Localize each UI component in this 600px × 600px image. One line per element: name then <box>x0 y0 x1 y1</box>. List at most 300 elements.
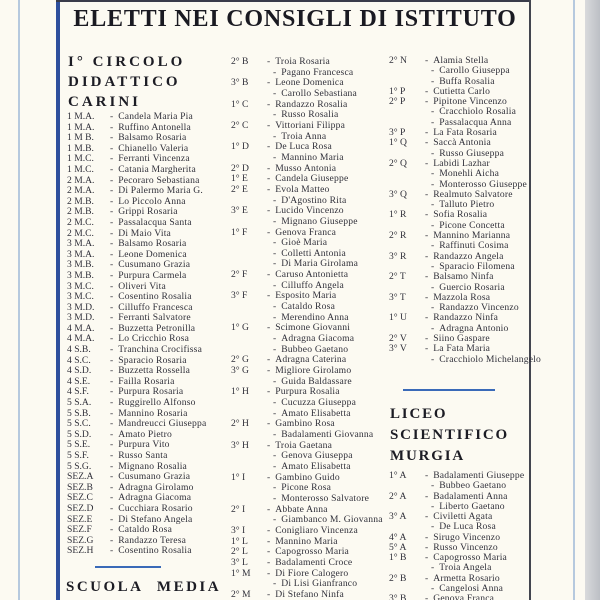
liceo-scientifico-murgia-header <box>390 404 509 467</box>
dash-separator <box>267 386 270 397</box>
class-label: 5 S.B. <box>67 407 91 419</box>
person-name: Russo Santa <box>118 450 168 461</box>
dash-separator <box>110 461 113 472</box>
dash-separator <box>110 217 113 228</box>
class-label: 1 M.A. <box>67 111 95 122</box>
person-name: Gioè Maria <box>281 237 328 249</box>
person-name: Amato Elisabetta <box>281 407 351 419</box>
class-label: 1 M.C. <box>67 153 94 165</box>
elected-entry-row <box>389 353 542 365</box>
person-name: D'Agostino Rita <box>281 194 347 206</box>
person-name: Di Stefano Ninfa <box>275 588 344 600</box>
class-label: 5 S.C. <box>67 418 91 430</box>
class-label: 2 M.B. <box>67 195 94 207</box>
person-name: La Fata Rosaria <box>433 127 497 139</box>
dash-separator <box>267 568 270 579</box>
class-label: 3° F <box>231 290 248 302</box>
class-label: 2° Q <box>389 157 407 169</box>
person-name: Carollo Sebastiana <box>281 87 358 99</box>
person-name: Gambino Rosa <box>275 418 335 430</box>
class-label: 3° P <box>389 127 406 139</box>
dash-separator <box>431 168 434 179</box>
person-name: Realmuto Salvatore <box>433 188 513 200</box>
dash-separator <box>110 153 113 164</box>
dash-separator <box>110 355 113 366</box>
dash-separator <box>273 482 276 493</box>
class-label: SEZ.B <box>67 481 93 493</box>
class-label: 1 M.A. <box>67 121 95 133</box>
elected-entry-row <box>231 590 391 600</box>
person-name: Gambino Guido <box>275 471 340 483</box>
person-name: Mignano Rosalia <box>118 460 188 472</box>
person-name: Buffa Rosalia <box>439 75 495 87</box>
person-name: Purpura Rosalia <box>275 386 340 398</box>
dash-separator <box>425 532 428 543</box>
class-label: SEZ.E <box>67 513 93 525</box>
class-label: 3° L <box>231 556 248 568</box>
dash-separator <box>273 216 276 227</box>
dash-separator <box>110 408 113 419</box>
class-label: 3 M.B. <box>67 269 94 281</box>
class-label: 1° B <box>389 552 407 563</box>
dash-separator <box>267 77 270 88</box>
class-label: 1° R <box>389 209 407 221</box>
dash-separator <box>425 96 428 107</box>
person-name: Badalamenti Giovanna <box>281 428 374 440</box>
person-name: Leone Domenica <box>118 248 187 260</box>
dash-separator <box>110 196 113 207</box>
dash-separator <box>425 158 428 169</box>
person-name: Pagano Francesca <box>281 66 354 78</box>
dash-separator <box>267 354 270 365</box>
dash-separator <box>425 491 428 502</box>
class-label: 1° C <box>231 98 249 110</box>
class-label: 1 M.C. <box>67 163 94 175</box>
person-name: Evola Matteo <box>275 183 330 195</box>
person-name: Leone Domenica <box>275 77 344 89</box>
person-name: Cosentino Rosalia <box>118 545 192 557</box>
class-label: 5 S.E. <box>67 439 91 451</box>
person-name: Adragna Giacoma <box>118 492 192 504</box>
dash-separator <box>425 137 428 148</box>
person-name: Purpura Rosaria <box>118 386 184 398</box>
person-name: Monterosso Giuseppe <box>439 178 527 190</box>
class-label: 3° I <box>231 524 246 536</box>
dash-separator <box>273 333 276 344</box>
dash-separator <box>110 164 113 175</box>
person-name: Talluto Pietro <box>439 199 495 211</box>
class-label: 3° Q <box>389 188 407 200</box>
dash-separator <box>267 99 270 110</box>
class-label: 3° B <box>389 593 407 600</box>
person-name: Chianello Valeria <box>118 142 189 154</box>
dash-separator <box>110 111 113 122</box>
dash-separator <box>110 418 113 429</box>
dash-separator <box>273 408 276 419</box>
dash-separator <box>267 322 270 333</box>
class-label: 5° A <box>389 541 407 553</box>
person-name: Guida Baldassare <box>281 375 352 387</box>
class-label: 2° E <box>231 183 248 195</box>
class-label: 1° L <box>231 535 248 547</box>
liceo-murgia-entries <box>389 471 539 600</box>
dash-separator <box>110 270 113 281</box>
dash-separator <box>425 292 428 303</box>
person-name: Adragna Giacoma <box>281 333 355 345</box>
person-name: Lo Cricchio Rosa <box>118 333 190 345</box>
class-label: 3 M.A. <box>67 238 95 250</box>
person-name: Bubbeo Gaetano <box>439 480 507 492</box>
person-name: Vittoriani Filippa <box>275 119 346 131</box>
class-label: 3° A <box>389 511 407 522</box>
dash-separator <box>273 248 276 259</box>
dash-separator <box>425 511 428 522</box>
person-name: Abbate Anna <box>275 503 328 515</box>
person-name: Siino Gaspare <box>433 333 490 345</box>
class-label: 4 S.C. <box>67 354 91 366</box>
class-label: 5 S.G. <box>67 460 92 472</box>
class-label: 2° T <box>389 271 406 283</box>
person-name: Russo Vincenzo <box>433 541 498 553</box>
class-label: 2° G <box>231 354 249 366</box>
header-line: DIDATTICO <box>68 74 181 90</box>
dash-separator <box>110 312 113 323</box>
person-name: Badalamenti Giuseppe <box>433 470 525 481</box>
dash-separator <box>273 344 276 355</box>
dash-separator <box>110 175 113 186</box>
frame-left-light-line <box>18 0 20 600</box>
person-name: Picone Concetta <box>439 219 505 231</box>
person-name: Labidi Lazhar <box>433 157 490 169</box>
person-name: Ruffino Antonella <box>118 121 191 133</box>
scuola-media-entries <box>231 57 391 600</box>
person-name: Mignano Giuseppe <box>281 215 358 227</box>
person-name: Cucuzza Giuseppa <box>281 397 357 408</box>
frame-top-line <box>56 0 531 2</box>
class-label: 3° H <box>231 439 249 451</box>
person-name: Genova Franca <box>275 226 337 238</box>
person-name: Bubbeo Gaetano <box>281 343 349 355</box>
dash-separator <box>110 545 113 556</box>
class-label: 5 S.A. <box>67 397 92 409</box>
person-name: Colletti Antonia <box>281 247 346 259</box>
person-name: Cataldo Rosa <box>118 524 173 536</box>
elected-entry-row <box>389 594 539 600</box>
person-name: Cilluffo Angela <box>281 279 344 291</box>
dash-separator <box>267 472 270 483</box>
person-name: Guercio Rosaria <box>439 281 505 293</box>
dash-separator <box>110 397 113 408</box>
class-label: SEZ.D <box>67 502 94 514</box>
person-name: Balsamo Rosaria <box>118 238 187 250</box>
person-name: Sirugo Vincenzo <box>433 531 501 543</box>
dash-separator <box>110 365 113 376</box>
class-label: 4 M.A. <box>67 322 95 334</box>
dash-separator <box>110 228 113 239</box>
dash-separator <box>110 333 113 344</box>
person-name: Conigliaro Vincenza <box>275 524 358 536</box>
person-name: Sofia Rosalia <box>433 209 488 221</box>
dash-separator <box>425 552 428 563</box>
class-label: 2° C <box>231 119 249 131</box>
person-name: Randazzo Angela <box>433 250 504 262</box>
person-name: De Luca Rosa <box>439 521 496 533</box>
class-label: 2° D <box>231 162 249 174</box>
person-name: Cosentino Rosalia <box>118 291 192 303</box>
person-name: Caruso Antonietta <box>275 269 349 281</box>
class-label: SEZ.A <box>67 471 94 483</box>
dash-separator <box>425 470 428 481</box>
dash-separator <box>267 173 270 184</box>
elected-entry-row <box>67 546 237 557</box>
dash-separator <box>273 109 276 120</box>
person-name: Sparacio Filomena <box>439 260 515 272</box>
dash-separator <box>425 55 428 66</box>
dash-separator <box>267 184 270 195</box>
person-name: Armetta Rosario <box>433 572 500 584</box>
person-name: Ruggirello Alfonso <box>118 397 196 409</box>
class-label: 3 M.C. <box>67 280 94 292</box>
person-name: Cusumano Grazia <box>118 259 191 271</box>
person-name: Lucido Vincenzo <box>275 205 344 217</box>
person-name: Cilluffo Francesca <box>118 301 193 313</box>
person-name: Buzzetta Petronilla <box>118 322 196 334</box>
person-name: Genova Franca <box>433 593 495 600</box>
class-label: 1° U <box>389 312 407 324</box>
class-label: 2 M.B. <box>67 206 94 218</box>
dash-separator <box>273 301 276 312</box>
person-name: Saccà Antonia <box>433 137 491 149</box>
dash-separator <box>267 163 270 174</box>
class-label: 2 M.A. <box>67 185 95 197</box>
class-label: 2 M.C. <box>67 216 94 228</box>
person-name: Cracchiolo Rosalia <box>439 106 517 118</box>
person-name: Picone Rosa <box>281 482 332 494</box>
dash-separator <box>110 514 113 525</box>
person-name: Passalacqua Anna <box>439 116 512 128</box>
person-name: Mazzola Rosa <box>433 291 491 303</box>
class-label: SEZ.G <box>67 534 94 546</box>
class-label: 2° F <box>231 269 248 281</box>
class-label: 3 M.B. <box>67 259 94 271</box>
dash-separator <box>267 557 270 568</box>
dash-separator <box>110 291 113 302</box>
class-label: 2° B <box>231 56 249 67</box>
class-label: 1° Q <box>389 137 407 149</box>
dash-separator <box>110 535 113 546</box>
person-name: Di Fiore Calogero <box>275 567 349 579</box>
class-label: 1° D <box>231 141 249 153</box>
person-name: Musso Antonia <box>275 162 337 174</box>
dash-separator <box>273 258 276 269</box>
class-label: 2° V <box>389 333 407 345</box>
person-name: Troia Rosaria <box>275 56 330 67</box>
dash-separator <box>110 386 113 397</box>
dash-separator <box>273 429 276 440</box>
person-name: Randazzo Teresa <box>118 534 187 546</box>
class-label: 1° I <box>231 471 246 483</box>
person-name: Di Lisi Gianfranco <box>281 578 358 590</box>
dash-separator <box>110 344 113 355</box>
person-name: Esposito Maria <box>275 290 337 302</box>
person-name: Cangelosi Anna <box>439 582 504 594</box>
person-name: Candela Maria Pia <box>118 111 193 122</box>
dash-separator <box>110 132 113 143</box>
class-label: 4 M.A. <box>67 333 95 345</box>
dash-separator <box>273 493 276 504</box>
class-label: 2° B <box>389 572 407 584</box>
person-name: Mannino Marianna <box>433 230 511 242</box>
dash-separator <box>110 185 113 196</box>
person-name: Carollo Giuseppa <box>439 65 510 77</box>
person-name: Genova Giuseppa <box>281 450 353 462</box>
person-name: Troia Gaetana <box>275 439 333 451</box>
class-label: SEZ.F <box>67 524 92 536</box>
person-name: Pecoraro Sebastiana <box>118 174 200 186</box>
class-label: 3° E <box>231 205 248 217</box>
dash-separator <box>273 131 276 142</box>
dash-separator <box>273 312 276 323</box>
dash-separator <box>273 195 276 206</box>
scan-edge-shadow <box>585 0 600 600</box>
person-name: Russo Giuseppa <box>439 147 505 159</box>
person-name: Purpura Carmela <box>118 269 187 281</box>
person-name: Balsamo Rosaria <box>118 132 187 144</box>
class-label: 4 S.B. <box>67 344 91 356</box>
class-label: 3 M.D. <box>67 301 95 313</box>
person-name: Di Palermo Maria G. <box>118 185 203 197</box>
dash-separator <box>425 573 428 584</box>
class-label: 5 S.D. <box>67 428 92 440</box>
class-label: 1° F <box>231 226 248 238</box>
class-label: 2° N <box>389 55 407 66</box>
dash-separator <box>273 461 276 472</box>
frame-right-light-line <box>573 0 575 600</box>
class-label: 2° A <box>389 490 407 502</box>
person-name: Failla Rosaria <box>118 375 175 387</box>
person-name: Sparacio Rosaria <box>118 354 187 366</box>
dash-separator <box>273 88 276 99</box>
person-name: Mannino Maria <box>275 535 338 547</box>
dash-separator <box>110 238 113 249</box>
dash-separator <box>425 312 428 323</box>
class-label: 4 S.D. <box>67 365 92 377</box>
person-name: Adragna Antonio <box>439 322 509 334</box>
dash-separator <box>267 536 270 547</box>
person-name: Candela Giuseppe <box>275 173 349 185</box>
dash-separator <box>267 589 270 600</box>
person-name: De Luca Rosa <box>275 141 332 153</box>
person-name: Alamia Stella <box>433 55 489 66</box>
person-name: Badalamenti Croce <box>275 556 353 568</box>
dash-separator <box>110 524 113 535</box>
dash-separator <box>110 143 113 154</box>
person-name: Liberto Gaetano <box>439 500 505 512</box>
class-label: 2 M.C. <box>67 227 94 239</box>
section-divider-line <box>403 389 495 391</box>
dash-separator <box>273 152 276 163</box>
person-name: La Fata Maria <box>433 343 491 355</box>
dash-separator <box>110 503 113 514</box>
person-name: Civiletti Agata <box>433 511 493 522</box>
dash-separator <box>273 578 276 589</box>
class-label: 1° H <box>231 386 249 398</box>
person-name: Badalamenti Anna <box>433 490 508 502</box>
frame-left-dark-line <box>56 0 60 600</box>
dash-separator <box>110 206 113 217</box>
person-name: Mandreucci Giuseppa <box>118 418 207 430</box>
dash-separator <box>267 141 270 152</box>
dash-separator <box>267 525 270 536</box>
dash-separator <box>425 189 428 200</box>
header-line: LICEO <box>390 406 448 422</box>
header-line: SCIENTIFICO <box>390 427 509 443</box>
person-name: Buzzetta Rossella <box>118 365 191 377</box>
dash-separator <box>267 269 270 280</box>
person-name: Ferranti Salvatore <box>118 312 191 324</box>
class-label: 1° A <box>389 470 407 481</box>
person-name: Randazzo Ninfa <box>433 312 499 324</box>
dash-separator <box>425 230 428 241</box>
person-name: Capogrosso Maria <box>433 552 508 563</box>
class-label: 2° R <box>389 230 407 242</box>
class-label: 2° P <box>389 96 406 108</box>
class-label: 1° P <box>389 85 406 97</box>
person-name: Cutietta Carlo <box>433 85 491 97</box>
class-label: 2 M.A. <box>67 174 95 186</box>
dash-separator <box>273 376 276 387</box>
person-name: Amato Elisabetta <box>281 460 351 472</box>
person-name: Migliore Girolamo <box>275 365 352 377</box>
dash-separator <box>110 376 113 387</box>
person-name: Passalacqua Santa <box>118 216 192 228</box>
dash-separator <box>110 249 113 260</box>
class-label: SEZ.H <box>67 545 94 557</box>
header-line: CARINI <box>68 94 142 110</box>
person-name: Mannino Rosaria <box>118 407 188 419</box>
dash-separator <box>267 504 270 515</box>
person-name: Oliveri Vita <box>118 280 166 292</box>
dash-separator <box>110 302 113 313</box>
dash-separator <box>425 593 428 600</box>
dash-separator <box>431 354 434 365</box>
class-label: 3 M.D. <box>67 312 95 324</box>
person-name: Mannino Maria <box>281 151 344 163</box>
class-label: 4 S.F. <box>67 386 89 398</box>
scuola-media-entries-continued <box>389 55 542 365</box>
page-title: ELETTI NEI CONSIGLI DI ISTITUTO <box>73 6 517 32</box>
class-label: 3° G <box>231 365 249 377</box>
class-label: 4° A <box>389 531 407 543</box>
class-label: 3° V <box>389 343 407 355</box>
person-name: Cracchiolo Michelangelo <box>439 353 542 365</box>
person-name: Capogrosso Maria <box>275 546 350 558</box>
person-name: Tranchina Crocifissa <box>118 344 203 356</box>
person-name: Adragna Caterina <box>275 354 347 366</box>
dash-separator <box>431 65 434 76</box>
dash-separator <box>110 122 113 133</box>
class-label: 2° L <box>231 546 248 558</box>
person-name: Troia Angela <box>439 562 492 574</box>
dash-separator <box>110 281 113 292</box>
person-name: Russo Rosalia <box>281 109 339 121</box>
header-line: MURGIA <box>390 448 465 464</box>
person-name: Catania Margherita <box>118 163 196 175</box>
scuola-media-header: SCUOLA MEDIA <box>66 579 222 595</box>
dash-separator <box>110 323 113 334</box>
class-label: 1° E <box>231 173 248 185</box>
dash-separator <box>110 259 113 270</box>
